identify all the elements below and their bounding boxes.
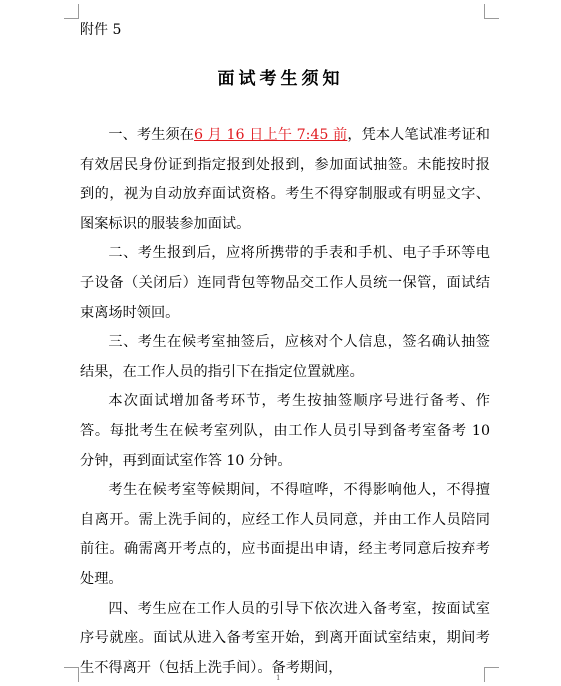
paragraph-1-suffix: ，凭本人笔试准考证和有效居民身份证到指定报到处报到，参加面试抽签。未能按时报到的，视为自动放弃面试资格。考生不得穿制服或有明显文字、图案标识的服装参加面试。: [80, 127, 490, 232]
attachment-label: 附件 5: [80, 22, 122, 38]
paragraph-1: [80, 121, 490, 239]
crop-mark-top-left: [64, 4, 79, 19]
paragraph-4: 本次面试增加备考环节，考生按抽签顺序号进行备考、作答。每批考生在候考室列队，由工作人员引导到备考室备考 10 分钟，再到面试室作答 10 分钟。: [80, 393, 490, 469]
page-number: 1: [276, 674, 281, 682]
document-title: 面试考生须知: [217, 69, 344, 89]
paragraph-1-prefix: 一、考生须在: [108, 127, 195, 143]
paragraph-6: 四、考生应在工作人员的引导下依次进入备考室，按面试室序号就座。面试从进入备考室开始，到离开面试室结束，期间考生不得离开（包括上洗手间）。备考期间，: [80, 600, 490, 676]
paragraph-5: 考生在候考室等候期间，不得喧哗，不得影响他人，不得擅自离开。需上洗手间的，应经工作人员同意，并由工作人员陪同前往。确需离开考点的，应书面提出申请，经主考同意后按弃考处理。: [80, 482, 490, 587]
crop-mark-bottom-left: [64, 667, 79, 682]
paragraph-2: 二、考生报到后，应将所携带的手表和手机、电子手环等电子设备（关闭后）连同背包等物品交工作人员统一保管，面试结束离场时领回。: [80, 245, 490, 321]
paragraph-3: 三、考生在候考室抽签后，应核对个人信息，签名确认抽签结果，在工作人员的指引下在指定位置就座。: [80, 334, 490, 380]
crop-mark-top-right: [484, 4, 499, 19]
report-time-highlight: 6 月 16 日上午 7:45 前: [194, 127, 348, 143]
document-body: [80, 121, 490, 683]
